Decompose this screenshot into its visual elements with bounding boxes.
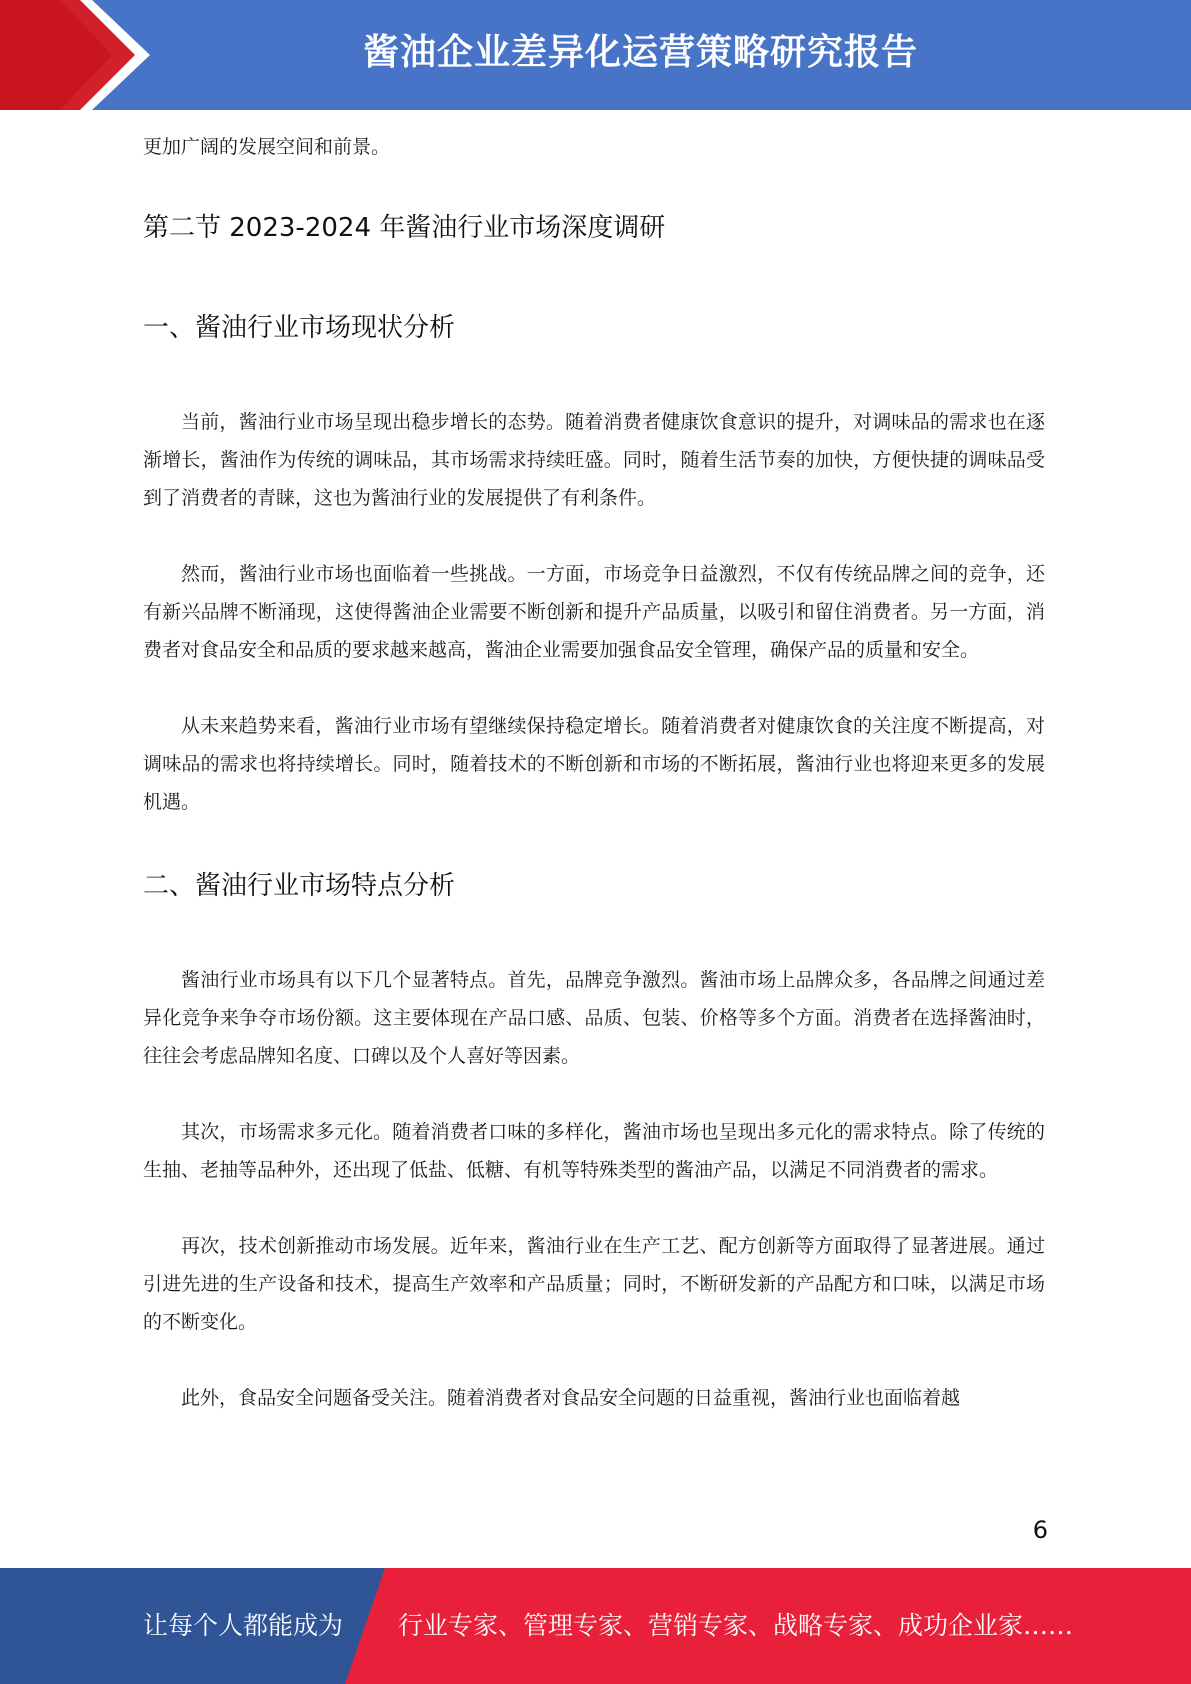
report-title: 酱油企业差异化运营策略研究报告 xyxy=(362,32,918,73)
part1-paragraph-2: 然而，酱油行业市场也面临着一些挑战。一方面，市场竞争日益激烈，不仅有传统品牌之间的竞争，还有新兴品牌不断涌现，这使得酱油企业需要不断创新和提升产品质量，以吸引和留住消费者。另一方面，消费者对食品安全和品质的要求越来越高，酱油企业需要加强食品安全管理，确保产品的质量和安全。 xyxy=(143,563,1045,661)
footer-slogan-right: 行业专家、管理专家、营销专家、战略专家、成功企业家…… xyxy=(398,1611,1074,1640)
part1-heading: 一、酱油行业市场现状分析 xyxy=(143,313,456,343)
chevron-arrow-icon xyxy=(0,0,160,110)
part1-paragraph-1: 当前，酱油行业市场呈现出稳步增长的态势。随着消费者健康饮食意识的提升，对调味品的需求也在逐渐增长，酱油作为传统的调味品，其市场需求持续旺盛。同时，随着生活节奏的加快，方便快捷的调味品受到了消费者的青睐，这也为酱油行业的发展提供了有利条件。 xyxy=(143,411,1045,509)
header-bar xyxy=(0,0,1191,110)
document-body xyxy=(143,128,1045,1417)
part2-paragraph-4: 此外，食品安全问题备受关注。随着消费者对食品安全问题的日益重视，酱油行业也面临着越 xyxy=(181,1387,961,1409)
part2-paragraph-3: 再次，技术创新推动市场发展。近年来，酱油行业在生产工艺、配方创新等方面取得了显著进展。通过引进先进的生产设备和技术，提高生产效率和产品质量；同时，不断研发新的产品配方和口味，以满足市场的不断变化。 xyxy=(143,1235,1045,1333)
part2-heading: 二、酱油行业市场特点分析 xyxy=(143,871,456,901)
part1-paragraph-3: 从未来趋势来看，酱油行业市场有望继续保持稳定增长。随着消费者对健康饮食的关注度不断提高，对调味品的需求也将持续增长。同时，随着技术的不断创新和市场的不断拓展，酱油行业也将迎来更多的发展机遇。 xyxy=(143,715,1045,813)
part2-paragraph-2: 其次，市场需求多元化。随着消费者口味的多样化，酱油市场也呈现出多元化的需求特点。除了传统的生抽、老抽等品种外，还出现了低盐、低糖、有机等特殊类型的酱油产品，以满足不同消费者的需求。 xyxy=(143,1121,1045,1181)
continuation-paragraph: 更加广阔的发展空间和前景。 xyxy=(143,136,391,158)
footer-banner xyxy=(0,1568,1191,1684)
footer-slogan-left: 让每个人都能成为 xyxy=(143,1611,344,1640)
part2-paragraph-1: 酱油行业市场具有以下几个显著特点。首先，品牌竞争激烈。酱油市场上品牌众多，各品牌之间通过差异化竞争来争夺市场份额。这主要体现在产品口感、品质、包装、价格等多个方面。消费者在选择酱油时，往往会考虑品牌知名度、口碑以及个人喜好等因素。 xyxy=(143,969,1045,1067)
section-title: 第二节 2023-2024 年酱油行业市场深度调研 xyxy=(143,213,666,243)
page-number: 6 xyxy=(1032,1516,1048,1544)
